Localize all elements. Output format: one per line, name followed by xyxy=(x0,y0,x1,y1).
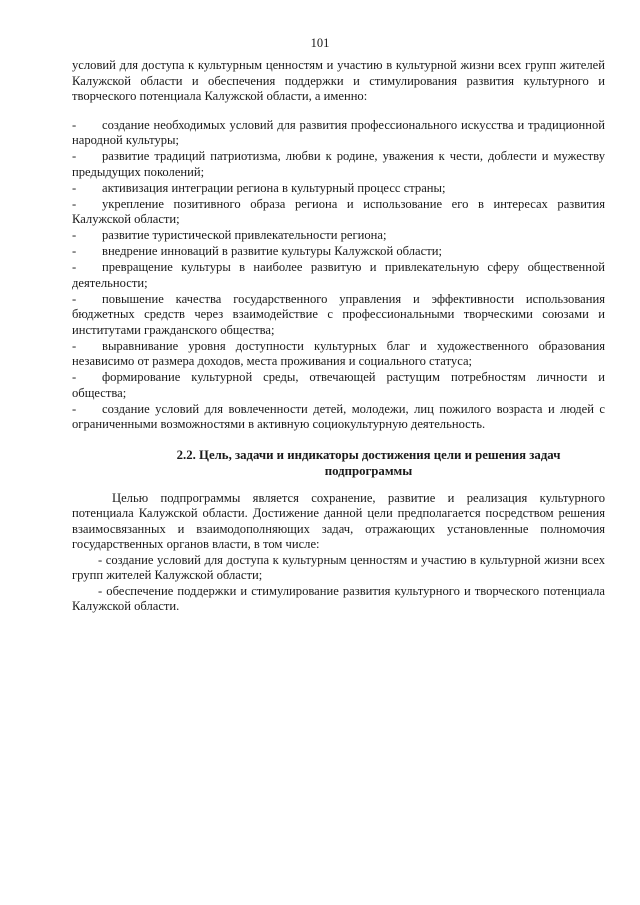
list-marker: - xyxy=(72,117,77,132)
list-marker: - xyxy=(72,244,77,258)
list-item: - создание необходимых условий для развития профессионального искусства и традиционной народной культуры; xyxy=(72,117,605,147)
list-marker: - xyxy=(72,370,77,384)
list-item: - повышение качества государственного управления и эффективности использования бюджетных средств через взаимодействие с профессиональными творческими союзами и институтами гражданского общества; xyxy=(72,291,605,337)
goal-item: - создание условий для доступа к культурным ценностям и участию в культурной жизни всех групп жителей Калужской области; xyxy=(72,552,605,582)
list-marker: - xyxy=(72,196,77,211)
goal-item: - обеспечение поддержки и стимулирование развития культурного и творческого потенциала Калужской области. xyxy=(72,583,605,613)
list-marker: - xyxy=(72,401,77,416)
list-item: - выравнивание уровня доступности культурных благ и художественного образования независимо от размера доходов, места проживания и социального статуса; xyxy=(72,338,605,368)
page-number: 101 xyxy=(310,36,330,50)
list-item: - активизация интеграции региона в культурный процесс страны; xyxy=(72,180,446,195)
list-item: - создание условий для вовлеченности детей, молодежи, лиц пожилого возраста и людей с ограниченными возможностями в активную социокультурную деятельность. xyxy=(72,401,605,431)
list-marker: - xyxy=(72,338,77,353)
intro-paragraph: условий для доступа к культурным ценностям и участию в культурной жизни всех групп жителей Калужской области и обеспечения поддержки и стимулирования развития культурного и творческого потенциала Калужской области, а именно: xyxy=(72,58,605,103)
list-item: - укрепление позитивного образа региона и использование его в интересах развития Калужской области; xyxy=(72,196,605,226)
page-content xyxy=(72,58,605,615)
list-marker: - xyxy=(72,180,77,195)
list-item: - развитие туристической привлекательности региона; xyxy=(72,228,387,242)
list-item: - превращение культуры в наиболее развитую и привлекательную сферу общественной деятельности; xyxy=(72,260,605,290)
list-marker: - xyxy=(72,228,77,242)
measures-list xyxy=(72,118,605,433)
list-marker: - xyxy=(72,260,77,274)
list-marker: - xyxy=(72,291,77,306)
goal-paragraph: Целью подпрограммы является сохранение, развитие и реализация культурного потенциала Калужской области. Достижение данной цели предполагается посредством решения взаимосвязанных и взаимодополняющих задач, отражающих установленные полномочия государственных органов власти, в том числе: xyxy=(72,490,605,551)
list-item: - формирование культурной среды, отвечающей растущим потребностям личности и общества; xyxy=(72,370,605,400)
list-item: - развитие традиций патриотизма, любви к родине, уважения к чести, доблести и мужеству предыдущих поколений; xyxy=(72,149,605,179)
list-marker: - xyxy=(72,149,77,163)
list-item: - внедрение инноваций в развитие культуры Калужской области; xyxy=(72,244,442,258)
section-heading: 2.2. Цель, задачи и индикаторы достижения цели и решения задач подпрограммы xyxy=(176,447,561,478)
